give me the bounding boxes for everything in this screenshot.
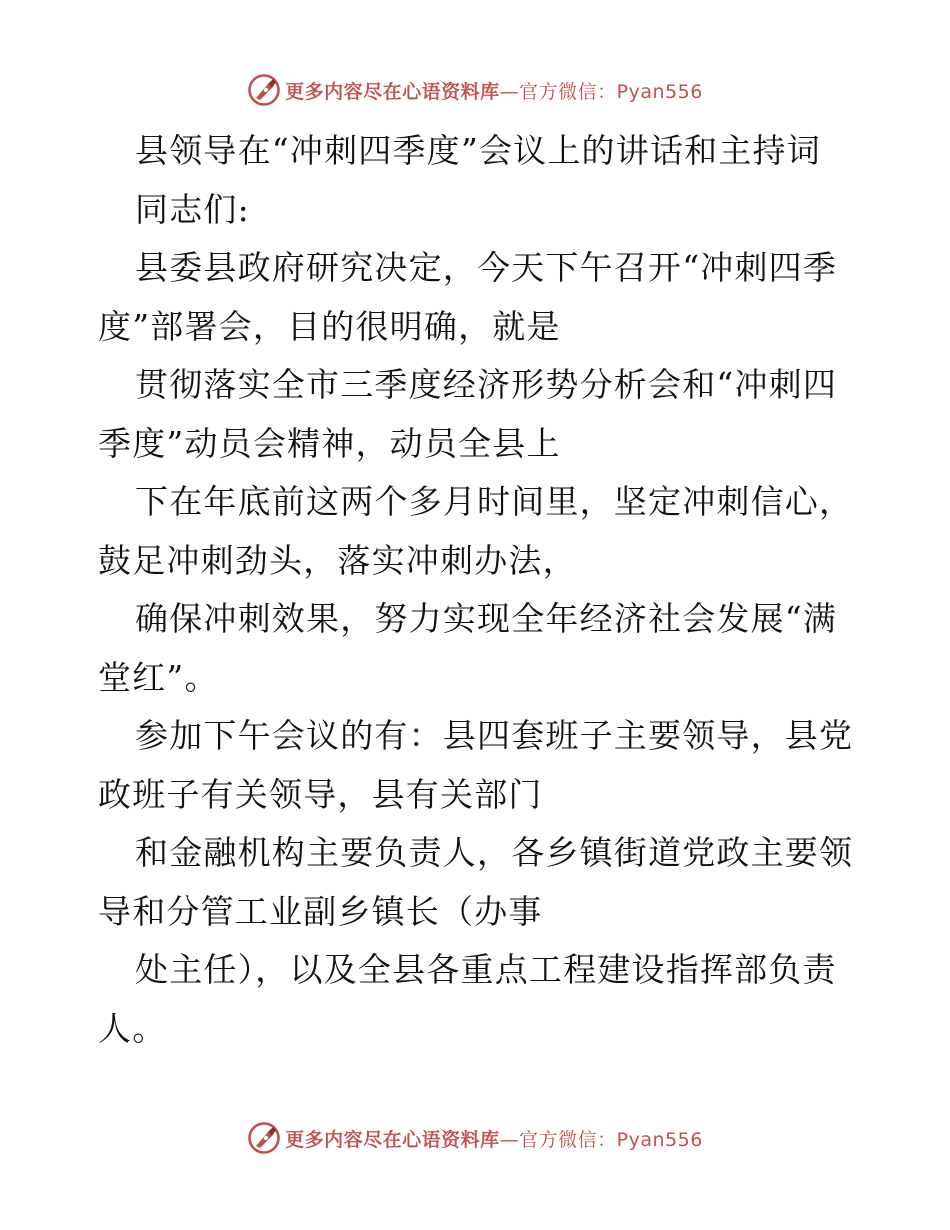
pen-nib-logo-icon	[247, 73, 281, 107]
paragraph-line: 人。	[98, 1008, 167, 1048]
paragraph-line: 和金融机构主要负责人，各乡镇街道党政主要领	[135, 833, 854, 872]
watermark-dash: —	[499, 80, 520, 103]
paragraph-line: 参加下午会议的有：县四套班子主要领导，县党	[135, 716, 854, 755]
paragraph-line: 县委县政府研究决定，今天下午召开“冲刺四季	[135, 248, 838, 287]
paragraph-line: 政班子有关领导，县有关部门	[98, 774, 543, 814]
paragraph-line: 下在年底前这两个多月时间里，坚定冲刺信心，	[135, 482, 854, 521]
footer-watermark	[0, 1118, 950, 1158]
paragraph-line: 堂红”。	[98, 657, 219, 697]
watermark-main-text: 更多内容尽在心语资料库	[285, 1128, 500, 1151]
watermark-dash: —	[499, 1128, 520, 1151]
watermark-contact-text: 官方微信：Pyan556	[519, 80, 703, 103]
paragraph-line: 确保冲刺效果，努力实现全年经济社会发展“满	[135, 599, 838, 638]
paragraph-line: 处主任），以及全县各重点工程建设指挥部负责	[135, 950, 837, 989]
watermark-main-text: 更多内容尽在心语资料库	[285, 80, 500, 103]
header-watermark	[0, 70, 950, 110]
watermark-contact-text: 官方微信：Pyan556	[519, 1128, 703, 1151]
salutation: 同志们:	[135, 189, 250, 229]
paragraph-line: 鼓足冲刺劲头，落实冲刺办法，	[98, 540, 577, 580]
pen-nib-logo-icon	[247, 1121, 281, 1155]
document-title: 县领导在“冲刺四季度”会议上的讲话和主持词	[135, 131, 821, 170]
paragraph-line: 度”部署会，目的很明确，就是	[98, 306, 561, 346]
document-body	[98, 122, 858, 1058]
paragraph-line: 导和分管工业副乡镇长（办事	[98, 891, 543, 931]
paragraph-line: 贯彻落实全市三季度经济形势分析会和“冲刺四	[135, 365, 838, 404]
paragraph-line: 季度”动员会精神，动员全县上	[98, 423, 561, 463]
